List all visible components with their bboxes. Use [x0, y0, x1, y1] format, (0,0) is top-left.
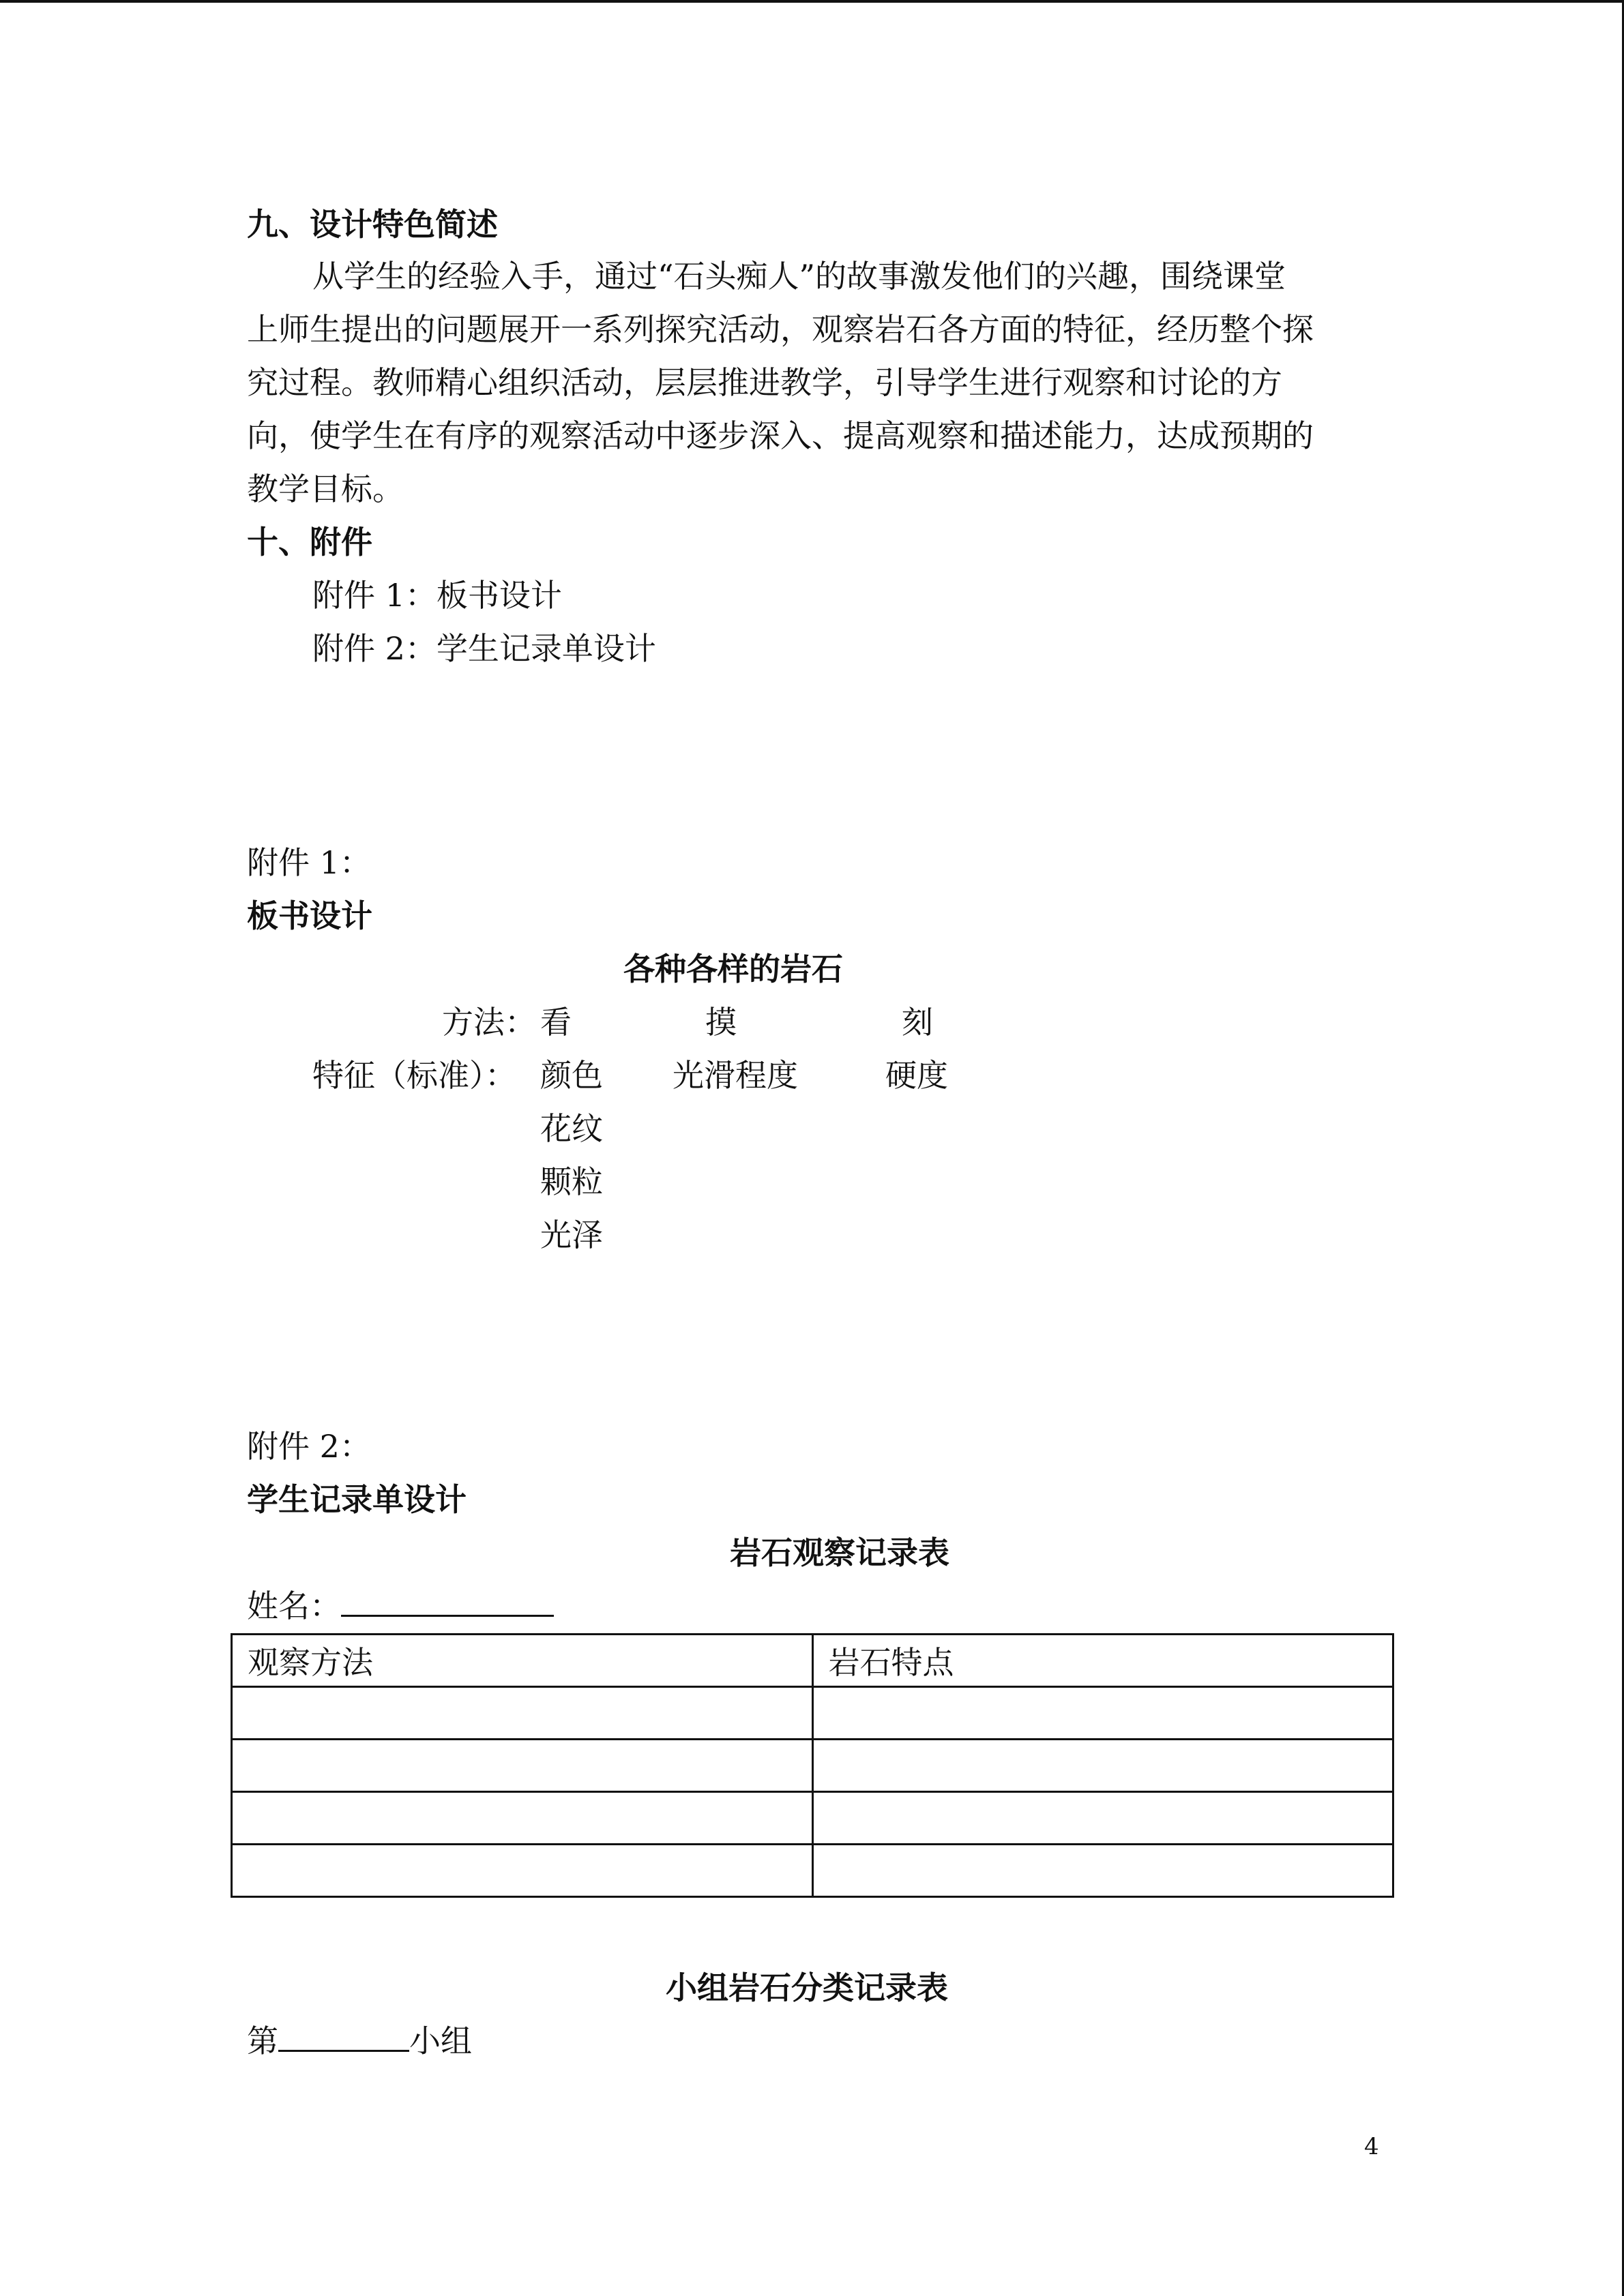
board-title: 各种各样的岩石 [623, 951, 843, 987]
group-suffix: 小组 [409, 2023, 472, 2059]
sub-feature-grain: 颗粒 [540, 1163, 603, 1200]
observation-table-title: 岩石观察记录表 [730, 1534, 949, 1571]
table-row [232, 1687, 1393, 1740]
group-table-title: 小组岩石分类记录表 [666, 1969, 948, 2006]
attachment-2-label: 附件 2： [247, 1428, 371, 1465]
table-cell [812, 1687, 1393, 1740]
group-field [247, 2014, 472, 2068]
table-cell [812, 1845, 1393, 1897]
attachment-item-2: 附件 2：学生记录单设计 [312, 630, 656, 667]
method-label: 方法： [442, 1004, 536, 1041]
section-9-line-3: 究过程。教师精心组织活动，层层推进教学，引导学生进行观察和讨论的方 [247, 364, 1282, 401]
table-cell [812, 1792, 1393, 1845]
sub-feature-luster: 光泽 [540, 1217, 603, 1253]
section-10-heading: 十、附件 [247, 524, 372, 561]
feature-color: 颜色 [540, 1057, 603, 1094]
column-header-feature: 岩石特点 [812, 1635, 1393, 1687]
table-cell [232, 1792, 813, 1845]
table-cell [232, 1687, 813, 1740]
group-blank-line [278, 2023, 409, 2052]
table-cell [232, 1740, 813, 1792]
column-header-method: 观察方法 [232, 1635, 813, 1687]
method-look: 看 [540, 1004, 572, 1041]
name-blank-line [341, 1587, 554, 1617]
section-9-line-2: 上师生提出的问题展开一系列探究活动，观察岩石各方面的特征，经历整个探 [247, 311, 1314, 348]
table-row [232, 1740, 1393, 1792]
section-9-heading: 九、设计特色简述 [247, 206, 498, 243]
table-row [232, 1792, 1393, 1845]
table-cell [812, 1740, 1393, 1792]
feature-label: 特征（标准）： [312, 1057, 516, 1094]
attachment-2-title: 学生记录单设计 [247, 1481, 467, 1518]
attachment-item-1: 附件 1：板书设计 [312, 577, 562, 614]
sub-feature-pattern: 花纹 [540, 1110, 603, 1147]
page-number: 4 [1364, 2133, 1379, 2160]
top-border [0, 0, 1624, 3]
name-field [247, 1579, 554, 1632]
method-scratch: 刻 [902, 1004, 933, 1041]
section-9-line-4: 向，使学生在有序的观察活动中逐步深入、提高观察和描述能力，达成预期的 [247, 417, 1314, 454]
attachment-1-title: 板书设计 [247, 897, 372, 934]
section-9-line-5: 教学目标。 [247, 471, 404, 507]
feature-smoothness: 光滑程度 [673, 1057, 798, 1094]
feature-hardness: 硬度 [885, 1057, 948, 1094]
name-label: 姓名： [247, 1587, 341, 1624]
group-prefix: 第 [247, 2023, 278, 2059]
attachment-1-label: 附件 1： [247, 844, 371, 881]
table-cell [232, 1845, 813, 1897]
table-header-row [232, 1635, 1393, 1687]
table-row [232, 1845, 1393, 1897]
section-9-line-1: 从学生的经验入手，通过“石头痴人”的故事激发他们的兴趣，围绕课堂 [312, 258, 1286, 295]
method-touch: 摸 [705, 1004, 737, 1041]
observation-table [231, 1633, 1394, 1898]
